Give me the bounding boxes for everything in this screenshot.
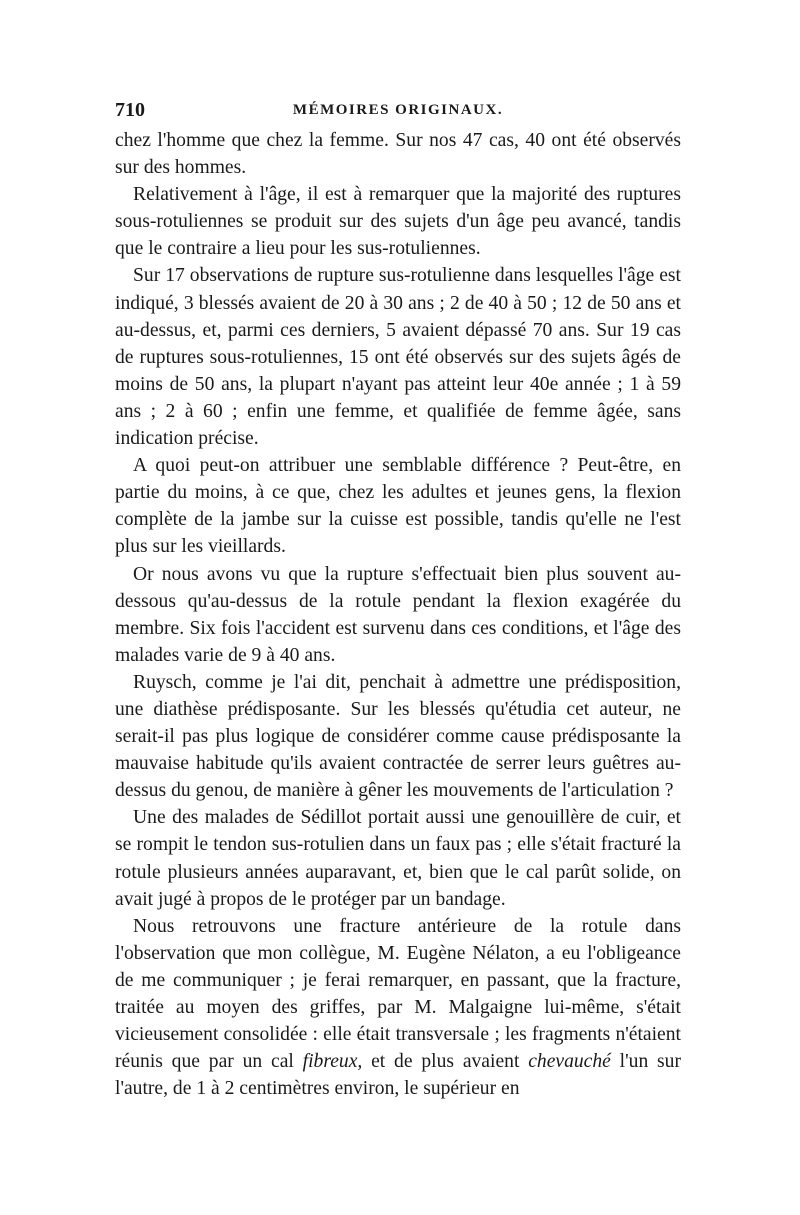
- italic-fibreux: fibreux,: [302, 1051, 363, 1073]
- italic-chevauche: chevauché: [528, 1051, 611, 1073]
- body-text: [115, 127, 681, 1102]
- paragraph-1: chez l'homme que chez la femme. Sur nos 47 cas, 40 ont été observés sur des hommes.: [115, 130, 681, 179]
- paragraph-6: Ruysch, comme je l'ai dit, penchait à admettre une prédisposition, une diathèse prédisposante. Sur les blessés qu'étudia cet auteur, ne serait-il pas plus logique de considérer comme cause prédisposante la mauvaise habitude qu'ils avaient contractée de serrer leurs guêtres au-dessus du genou, de manière à gêner les mouvements de l'articulation ?: [115, 671, 681, 802]
- paragraph-2: Relativement à l'âge, il est à remarquer que la majorité des ruptures sous-rotuliennes se produit sur des sujets d'un âge peu avancé, tandis que le contraire a lieu pour les sus-rotuliennes.: [115, 184, 681, 260]
- paragraph-4: A quoi peut-on attribuer une semblable différence ? Peut-être, en partie du moins, à ce que, chez les adultes et jeunes gens, la flexion complète de la jambe sur la cuisse est possible, tandis qu'elle ne l'est plus sur les vieillards.: [115, 455, 681, 558]
- paragraph-7: Une des malades de Sédillot portait aussi une genouillère de cuir, et se rompit le tendon sus-rotulien dans un faux pas ; elle s'était fracturé la rotule plusieurs années auparavant, et, bien que le cal parût solide, on avait jugé à propos de le protéger par un bandage.: [115, 807, 681, 910]
- paragraph-8: [115, 913, 681, 1103]
- paragraph-5: Or nous avons vu que la rupture s'effectuait bien plus souvent au-dessous qu'au-dessus de la rotule pendant la flexion exagérée du membre. Six fois l'accident est survenu dans ces conditions, et l'âge des malades varie de 9 à 40 ans.: [115, 563, 681, 666]
- paragraph-3: Sur 17 observations de rupture sus-rotulienne dans lesquelles l'âge est indiqué, 3 blessés avaient de 20 à 30 ans ; 2 de 40 à 50 ; 12 de 50 ans et au-dessus, et, parmi ces derniers, 5 avaient dépassé 70 ans. Sur 19 cas de ruptures sous-rotuliennes, 15 ont été observés sur des sujets âgés de moins de 50 ans, la plupart n'ayant pas atteint leur 40e année ; 1 à 59 ans ; 2 à 60 ; enfin une femme, et qualifiée de femme âgée, sans indication précise.: [115, 265, 681, 450]
- running-title: MÉMOIRES ORIGINAUX.: [292, 102, 504, 118]
- paragraph-8-part-3: l'un sur l'autre, de 1 à 2 centimètres environ, le supérieur en: [115, 1051, 681, 1100]
- paragraph-8-part-2: et de plus avaient: [362, 1051, 529, 1073]
- page-header: [115, 95, 681, 125]
- book-page: [115, 95, 681, 1102]
- page-number: 710: [115, 99, 145, 121]
- paragraph-8-part-1: Nous retrouvons une fracture antérieure de la rotule dans l'observation que mon collègue, M. Eugène Nélaton, a eu l'obligeance de me communiquer ; je ferai remarquer, en passant, que la fracture, traitée au moyen des griffes, par M. Malgaigne lui-même, s'était vicieusement consolidée : elle était transversale ; les fragments n'étaient réunis que par un cal: [115, 915, 681, 1073]
